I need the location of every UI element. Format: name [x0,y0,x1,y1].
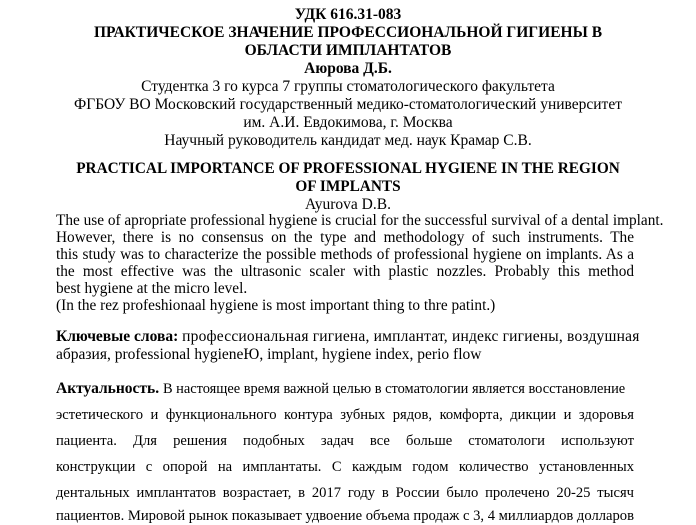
keywords-line-1 [56,328,640,346]
relevance-line-6: пациентов. Мировой рынок показывает удвоение объема продаж с 3, 4 миллиардов долларов [56,508,634,524]
relevance-label: Актуальность. [56,380,160,397]
supervisor-line: Научный руководитель кандидат мед. наук Крамар С.В. [164,132,532,149]
abstract-line-6: (In the rez profeshionaal hygiene is most important thing to thre patint.) [56,297,496,314]
keywords-label: Ключевые слова: [56,328,179,345]
title-en-line-2: OF IMPLANTS [295,178,401,195]
affiliation-line-2: ФГБОУ ВО Московский государственный медико-стоматологический университет [74,96,622,113]
relevance-line-5: дентальных имплантатов возрастает, в 2017 году в России было пролечено 20-25 тысяч [56,485,634,501]
title-en-line-1: PRACTICAL IMPORTANCE OF PROFESSIONAL HYGIENE IN THE REGION [76,160,620,177]
affiliation-line-3: им. А.И. Евдокимова, г. Москва [243,114,453,131]
udk-code: УДК 616.31-083 [294,6,402,23]
title-ru-line-2: ОБЛАСТИ ИМПЛАНТАТОВ [244,42,452,59]
keywords-line-2: абразия, professional hygieneЮ, implant, hygiene index, perio flow [56,346,482,363]
abstract-line-2: However, there is no consensus on the type and methodology of such instruments. The [56,229,634,246]
relevance-line-3: пациента. Для решения подобных задач все больше стоматологи используют [56,433,634,449]
relevance-line-4: конструкции с опорой на имплантаты. С каждым годом количество установленных [56,459,634,475]
keywords-text-1: профессиональная гигиена, имплантат, индекс гигиены, воздушная [182,328,640,345]
author-en: Ayurova D.B. [305,196,391,213]
abstract-line-5: best hygiene at the micro level. [56,280,248,297]
author-ru: Аюрова Д.Б. [304,60,392,77]
relevance-line-2: эстетического и функционального контура зубных рядов, комфорта, дикции и здоровья [56,407,634,423]
relevance-text-1: В настоящее время важной целью в стоматологии является восстановление [162,381,626,397]
affiliation-line-1: Студентка 3 го курса 7 группы стоматологического факультета [141,78,555,95]
relevance-line-1 [56,380,634,398]
abstract-line-1: The use of apropriate professional hygiene is crucial for the successful survival of a dental implant. [56,212,664,229]
title-ru-line-1: ПРАКТИЧЕСКОЕ ЗНАЧЕНИЕ ПРОФЕССИОНАЛЬНОЙ ГИГИЕНЫ В [93,24,603,41]
abstract-line-4: the most effective was the ultrasonic scaler with plastic nozzles. Probably this method [56,263,634,280]
abstract-line-3: this study was to characterize the possible methods of professional hygiene on implants. As a [56,246,634,263]
